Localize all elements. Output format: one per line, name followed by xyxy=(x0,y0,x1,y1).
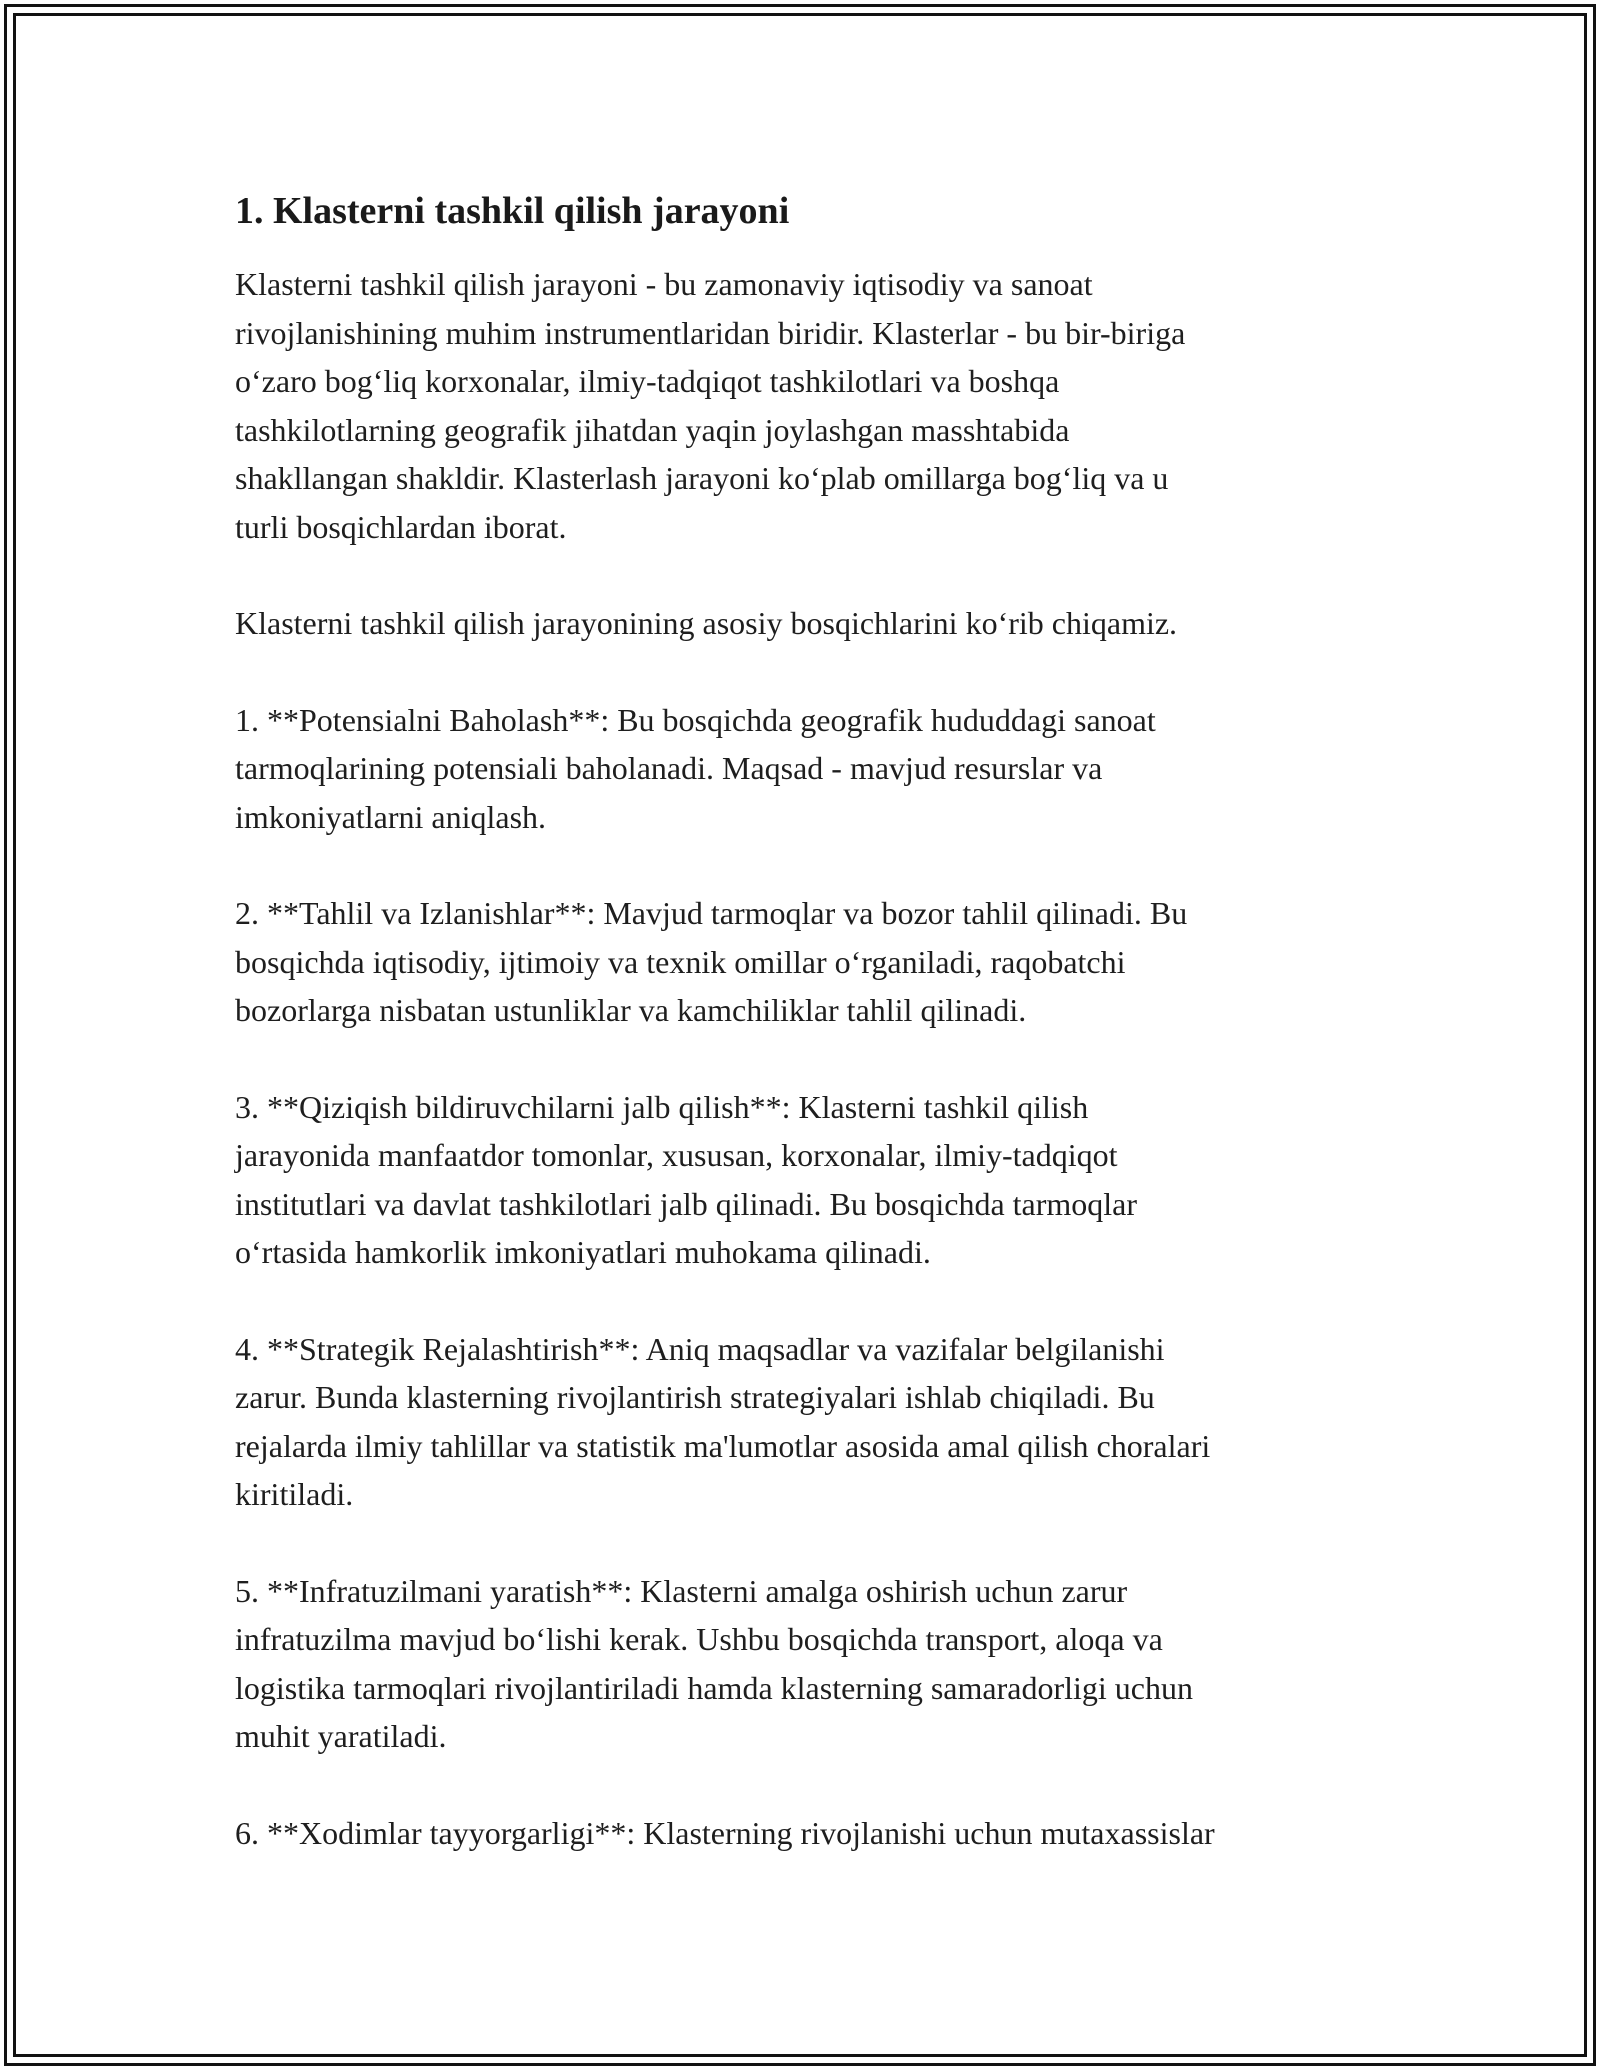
stages-intro-paragraph: Klasterni tashkil qilish jarayonining asosiy bosqichlarini ko‘rib chiqamiz. xyxy=(235,605,1178,641)
document-title: 1. Klasterni tashkil qilish jarayoni xyxy=(235,190,790,232)
stage-1-paragraph: 1. **Potensialni Baholash**: Bu bosqichda geografik hududdagi sanoat tarmoqlarining potensiali baholanadi. Maqsad - mavjud resurslar va imkoniyatlarni aniqlash. xyxy=(235,701,1156,835)
stage-5-paragraph: 5. **Infratuzilmani yaratish**: Klasterni amalga oshirish uchun zarur infratuzilma mavjud bo‘lishi kerak. Ushbu bosqichda transport, aloqa va logistika tarmoqlari rivojlantiriladi hamda klasterning samaradorligi uchun muhit yaratiladi. xyxy=(235,1572,1193,1754)
stage-3-paragraph: 3. **Qiziqish bildiruvchilarni jalb qilish**: Klasterni tashkil qilish jarayonida manfaatdor tomonlar, xususan, korxonalar, ilmiy-tadqiqot institutlari va davlat tashkilotlari jalb qilinadi. Bu bosqichda tarmoqlar o‘rtasida hamkorlik imkoniyatlari muhokama qilinadi. xyxy=(235,1088,1138,1270)
stage-6-paragraph: 6. **Xodimlar tayyorgarligi**: Klasterning rivojlanishi uchun mutaxassislar xyxy=(235,1814,1215,1851)
stage-4-paragraph: 4. **Strategik Rejalashtirish**: Aniq maqsadlar va vazifalar belgilanishi zarur. Bunda klasterning rivojlantirish strategiyalari ishlab chiqiladi. Bu rejalarda ilmiy tahlillar va statistik ma'lumotlar asosida amal qilish choralari kiritiladi. xyxy=(235,1330,1211,1512)
intro-paragraph: Klasterni tashkil qilish jarayoni - bu zamonaviy iqtisodiy va sanoat rivojlanishining muhim instrumentlaridan biridir. Klasterlar - bu bir-biriga o‘zaro bog‘liq korxonalar, ilmiy-tadqiqot tashkilotlari va boshqa tashkilotlarning geografik jihatdan yaqin joylashgan masshtabida shakllangan shakldir. Klasterlash jarayoni ko‘plab omillarga bog‘liq va u turli bosqichlardan iborat. xyxy=(235,266,1186,545)
stage-2-paragraph: 2. **Tahlil va Izlanishlar**: Mavjud tarmoqlar va bozor tahlil qilinadi. Bu bosqichda iqtisodiy, ijtimoiy va texnik omillar o‘rganiladi, raqobatchi bozorlarga nisbatan ustunliklar va kamchiliklar tahlil qilinadi. xyxy=(235,895,1188,1028)
document-body xyxy=(235,186,1375,1905)
